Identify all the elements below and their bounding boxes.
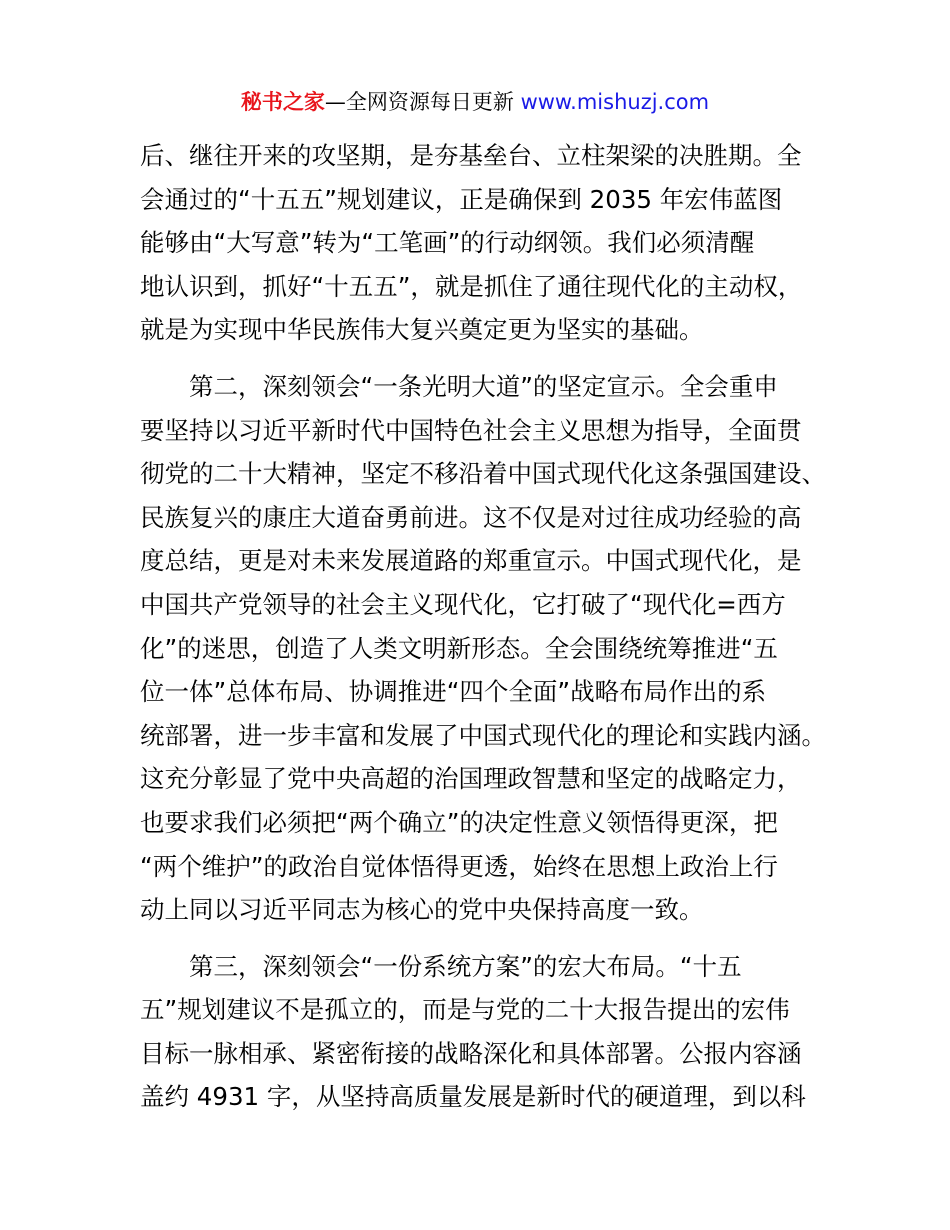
text-line: 后、继往开来的攻坚期，是夯基垒台、立柱架梁的决胜期。全 bbox=[140, 141, 802, 170]
text-line: 会通过的“十五五”规划建议，正是确保到 2035 年宏伟蓝图 bbox=[140, 184, 783, 214]
paragraph-2 bbox=[140, 365, 830, 932]
site-url-link[interactable]: www.mishuzj.com bbox=[520, 90, 710, 114]
text-line: 民族复兴的康庄大道奋勇前进。这不仅是对过往成功经验的高 bbox=[140, 502, 802, 532]
text-line: 目标一脉相承、紧密衔接的战略深化和具体部署。公报内容涵 bbox=[140, 1038, 802, 1068]
text-line: 这充分彰显了党中央高超的治国理政智慧和坚定的战略定力， bbox=[140, 764, 802, 794]
document-body bbox=[140, 134, 830, 1119]
text-line: 就是为实现中华民族伟大复兴奠定更为坚实的基础。 bbox=[140, 315, 704, 345]
text-line: 彻党的二十大精神，坚定不移沿着中国式现代化这条强国建设、 bbox=[140, 459, 826, 489]
site-brand: 秘书之家 bbox=[240, 90, 325, 114]
text-line: 度总结，更是对未来发展道路的郑重宣示。中国式现代化，是 bbox=[140, 546, 802, 576]
text-line: 位一体”总体布局、协调推进“四个全面”战略布局作出的系 bbox=[140, 677, 767, 707]
paragraph-3 bbox=[140, 945, 830, 1119]
text-line: 中国共产党领导的社会主义现代化，它打破了“现代化=西方 bbox=[140, 589, 786, 619]
paragraph-gap bbox=[140, 352, 830, 365]
text-line: 统部署，进一步丰富和发展了中国式现代化的理论和实践内涵。 bbox=[140, 720, 826, 750]
text-line: 能够由“大写意”转为“工笔画”的行动纲领。我们必须清醒 bbox=[140, 228, 755, 258]
text-line: 也要求我们必须把“两个确立”的决定性意义领悟得更深，把 bbox=[140, 807, 778, 837]
text-line: 化”的迷思，创造了人类文明新形态。全会围绕统筹推进“五 bbox=[140, 633, 778, 663]
site-slogan: —全网资源每日更新 bbox=[324, 90, 521, 114]
paragraph-1 bbox=[140, 134, 830, 352]
text-line: 动上同以习近平同志为核心的党中央保持高度一致。 bbox=[140, 895, 704, 925]
text-line: 第二，深刻领会“一条光明大道”的坚定宣示。全会重申 bbox=[140, 371, 778, 401]
site-header bbox=[0, 88, 950, 116]
text-line: 第三，深刻领会“一份系统方案”的宏大布局。“十五 bbox=[140, 951, 742, 981]
text-line: 要坚持以习近平新时代中国特色社会主义思想为指导，全面贯 bbox=[140, 415, 802, 445]
text-line: 五”规划建议不是孤立的，而是与党的二十大报告提出的宏伟 bbox=[140, 995, 790, 1025]
text-line: “两个维护”的政治自觉体悟得更透，始终在思想上政治上行 bbox=[140, 851, 778, 881]
paragraph-gap bbox=[140, 932, 830, 945]
text-line: 地认识到，抓好“十五五”，就是抓住了通往现代化的主动权， bbox=[140, 271, 803, 301]
text-line: 盖约 4931 字，从坚持高质量发展是新时代的硬道理，到以科 bbox=[140, 1082, 806, 1112]
